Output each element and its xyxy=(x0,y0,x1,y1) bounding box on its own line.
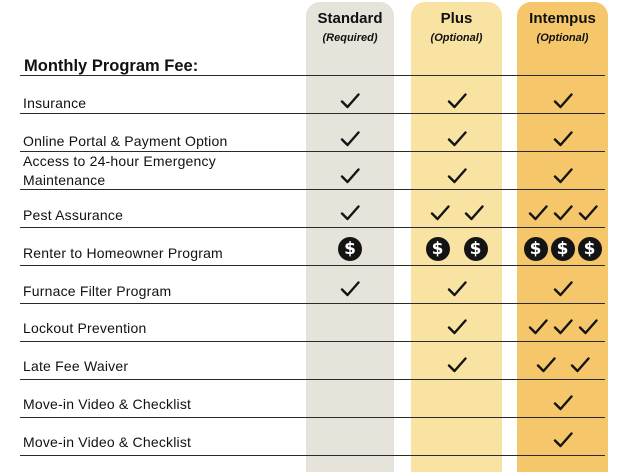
cell-lockout-prevention-plus xyxy=(411,314,502,340)
check-icon xyxy=(340,92,360,110)
divider xyxy=(20,455,605,456)
divider xyxy=(20,417,605,418)
row-label-insurance: Insurance xyxy=(23,95,87,111)
cell-move-in-video-intempus xyxy=(517,427,608,453)
check-icon xyxy=(578,318,598,336)
cell-insurance-plus xyxy=(411,88,502,114)
row-label-furnace-filter: Furnace Filter Program xyxy=(23,283,172,299)
cell-furnace-filter-plus xyxy=(411,276,502,302)
check-icon xyxy=(553,318,573,336)
cell-renter-to-homeowner-standard xyxy=(306,236,394,262)
column-header-intempus xyxy=(517,10,608,45)
column-header-standard xyxy=(306,10,394,45)
check-icon xyxy=(553,167,573,185)
divider xyxy=(20,75,605,76)
row-label-lockout-prevention: Lockout Prevention xyxy=(23,320,147,336)
cell-furnace-filter-standard xyxy=(306,276,394,302)
check-icon xyxy=(553,130,573,148)
check-icon xyxy=(340,204,360,222)
cell-online-portal-intempus xyxy=(517,126,608,152)
row-label-online-portal: Online Portal & Payment Option xyxy=(23,133,228,149)
cell-pest-assurance-standard xyxy=(306,200,394,226)
column-name: Plus xyxy=(440,10,473,27)
column-note: (Optional) xyxy=(536,32,589,44)
dollar-icon: $ xyxy=(524,237,548,261)
cell-emergency-maintenance-intempus xyxy=(517,163,608,189)
cell-renter-to-homeowner-intempus xyxy=(517,236,608,262)
cell-late-fee-waiver-intempus xyxy=(517,352,608,378)
cell-emergency-maintenance-plus xyxy=(411,163,502,189)
check-icon xyxy=(430,204,450,222)
dollar-icon: $ xyxy=(464,237,488,261)
divider xyxy=(20,303,605,304)
check-icon xyxy=(447,318,467,336)
check-icon xyxy=(447,167,467,185)
cell-insurance-intempus xyxy=(517,88,608,114)
column-name: Intempus xyxy=(529,10,596,27)
row-label-move-in-video: Move-in Video & Checklist xyxy=(23,434,192,450)
check-icon xyxy=(553,394,573,412)
cell-online-portal-standard xyxy=(306,126,394,152)
cell-lockout-prevention-intempus xyxy=(517,314,608,340)
check-icon xyxy=(528,318,548,336)
row-label-emergency-maintenance: Access to 24-hour Emergency Maintenance xyxy=(23,153,216,188)
check-icon xyxy=(447,92,467,110)
cell-online-portal-plus xyxy=(411,126,502,152)
dollar-icon: $ xyxy=(578,237,602,261)
check-icon xyxy=(528,204,548,222)
cell-pest-assurance-intempus xyxy=(517,200,608,226)
check-icon xyxy=(578,204,598,222)
divider xyxy=(20,265,605,266)
check-icon xyxy=(447,130,467,148)
dollar-icon: $ xyxy=(426,237,450,261)
cell-emergency-maintenance-standard xyxy=(306,163,394,189)
column-name: Standard xyxy=(317,10,383,27)
row-label-late-fee-waiver: Late Fee Waiver xyxy=(23,358,129,374)
column-note: (Required) xyxy=(322,32,378,44)
cell-move-in-video-intempus xyxy=(517,390,608,416)
dollar-icon: $ xyxy=(551,237,575,261)
check-icon xyxy=(553,92,573,110)
dollar-icon: $ xyxy=(338,237,362,261)
row-label-renter-to-homeowner: Renter to Homeowner Program xyxy=(23,245,223,261)
column-note: (Optional) xyxy=(430,32,483,44)
cell-furnace-filter-intempus xyxy=(517,276,608,302)
check-icon xyxy=(553,280,573,298)
check-icon xyxy=(447,280,467,298)
column-header-plus xyxy=(411,10,502,45)
check-icon xyxy=(447,356,467,374)
check-icon xyxy=(536,356,556,374)
check-icon xyxy=(340,280,360,298)
cell-pest-assurance-plus xyxy=(411,200,502,226)
check-icon xyxy=(340,130,360,148)
check-icon xyxy=(553,431,573,449)
cell-insurance-standard xyxy=(306,88,394,114)
check-icon xyxy=(340,167,360,185)
section-title: Monthly Program Fee: xyxy=(24,57,199,75)
divider xyxy=(20,341,605,342)
row-label-move-in-video: Move-in Video & Checklist xyxy=(23,396,192,412)
check-icon xyxy=(553,204,573,222)
divider xyxy=(20,227,605,228)
cell-late-fee-waiver-plus xyxy=(411,352,502,378)
row-label-pest-assurance: Pest Assurance xyxy=(23,207,124,223)
divider xyxy=(20,379,605,380)
check-icon xyxy=(570,356,590,374)
check-icon xyxy=(464,204,484,222)
cell-renter-to-homeowner-plus xyxy=(411,236,502,262)
